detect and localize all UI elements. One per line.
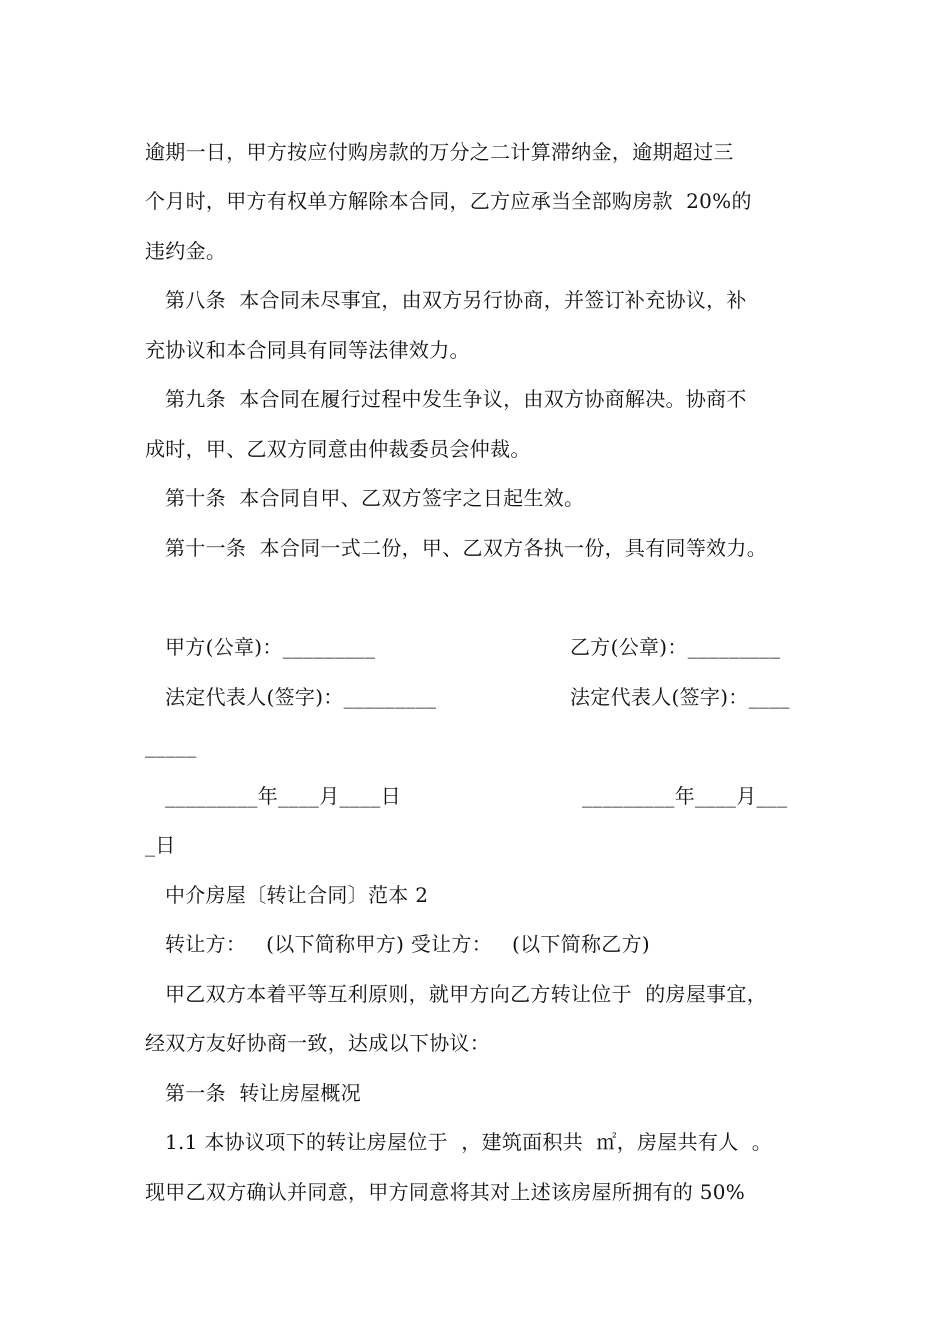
article-9: 第九条 本合同在履行过程中发生争议，由双方协商解决。协商不 — [165, 387, 747, 411]
clause-1-1: 1.1 本协议项下的转让房屋位于 ，建筑面积共 ㎡，房屋共有人 。 — [165, 1130, 773, 1154]
party-a-representative: 法定代表人(签字)：_________ — [165, 685, 437, 709]
paragraph-line: 甲乙双方本着平等互利原则，就甲方向乙方转让位于 的房屋事宜， — [165, 982, 768, 1006]
paragraph-line: 违约金。 — [145, 239, 227, 263]
section-title: 中介房屋〔转让合同〕范本 2 — [165, 883, 429, 907]
article-11: 第十一条 本合同一式二份，甲、乙双方各执一份，具有同等效力。 — [165, 536, 768, 560]
paragraph-line: 逾期一日，甲方按应付购房款的万分之二计算滞纳金，逾期超过三 — [145, 140, 734, 164]
paragraph-line: 充协议和本合同具有同等法律效力。 — [145, 338, 470, 362]
article-1-heading: 第一条 转让房屋概况 — [165, 1081, 362, 1105]
paragraph-line: 成时，甲、乙双方同意由仲裁委员会仲裁。 — [145, 437, 531, 461]
date-b-cont: _日 — [145, 833, 176, 857]
paragraph-line: 个月时，甲方有权单方解除本合同，乙方应承当全部购房款 20%的 — [145, 189, 752, 213]
party-b-seal: 乙方(公章)：_________ — [570, 635, 781, 659]
article-8: 第八条 本合同未尽事宜，由双方另行协商，并签订补充协议，补 — [165, 288, 747, 312]
party-a-seal: 甲方(公章)：_________ — [165, 635, 376, 659]
party-b-representative: 法定代表人(签字)：____ — [570, 685, 790, 709]
paragraph-line: 经双方友好协商一致，达成以下协议： — [145, 1031, 491, 1055]
paragraph-line: 现甲乙双方确认并同意，甲方同意将其对上述该房屋所拥有的 50% — [145, 1180, 746, 1204]
date-a: _________年____月____日 — [165, 784, 401, 808]
party-b-representative-cont: _____ — [145, 734, 197, 758]
date-b: _________年____月___ — [582, 784, 788, 808]
parties-line: 转让方： (以下简称甲方) 受让方： (以下简称乙方) — [165, 932, 651, 956]
article-10: 第十条 本合同自甲、乙双方签字之日起生效。 — [165, 486, 585, 510]
